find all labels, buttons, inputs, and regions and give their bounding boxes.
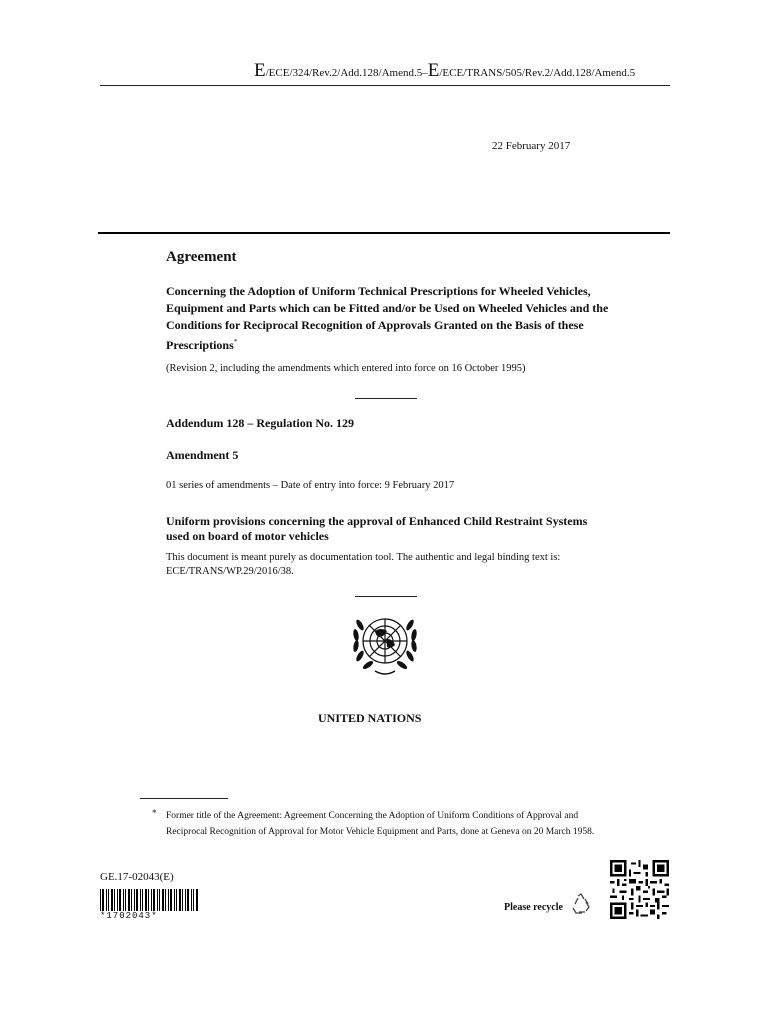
organization-name: UNITED NATIONS xyxy=(318,711,422,725)
recycle-label: Please recycle xyxy=(504,902,563,913)
qr-code-icon[interactable] xyxy=(610,860,669,919)
un-emblem-icon xyxy=(335,603,435,683)
symbol-dash: – xyxy=(422,67,428,79)
regulation-title: Uniform provisions concerning the approval of Enhanced Child Restraint Systems used on board of motor vehicles xyxy=(166,514,588,543)
barcode-icon xyxy=(100,889,198,911)
recycle-icon xyxy=(569,892,593,916)
footnote-reference[interactable]: * xyxy=(233,338,238,346)
symbol-letter-1: E xyxy=(254,60,266,81)
job-number: GE.17-02043(E) xyxy=(100,871,174,883)
barcode-text: *1702043* xyxy=(100,911,158,921)
header-rule xyxy=(100,85,670,86)
title-rule xyxy=(98,232,670,234)
addendum-heading: Addendum 128 – Regulation No. 129 xyxy=(166,416,355,430)
document-date: 22 February 2017 xyxy=(492,140,571,152)
document-symbol xyxy=(254,60,635,82)
amendment-heading: Amendment 5 xyxy=(166,448,239,462)
revision-note: (Revision 2, including the amendments which entered into force on 16 October 1995) xyxy=(166,363,526,374)
agreement-subtitle-text: Concerning the Adoption of Uniform Technical Prescriptions for Wheeled Vehicles, Equipment and Parts which can be Fitted and/or be Used on Wheeled Vehicles and the Conditions for Reciprocal Recognition of Approvals Granted on the Basis of these Prescriptions xyxy=(166,284,609,352)
footnote-mark: * xyxy=(152,808,157,818)
agreement-title: Agreement xyxy=(166,249,237,265)
series-note: 01 series of amendments – Date of entry into force: 9 February 2017 xyxy=(166,480,455,491)
separator-rule-2 xyxy=(355,596,417,597)
symbol-part-2: /ECE/TRANS/505/Rev.2/Add.128/Amend.5 xyxy=(439,67,636,79)
symbol-part-1: /ECE/324/Rev.2/Add.128/Amend.5 xyxy=(265,67,423,79)
footnote-rule xyxy=(140,798,228,799)
agreement-subtitle xyxy=(166,283,636,354)
footnote-text: Former title of the Agreement: Agreement Concerning the Adoption of Uniform Conditions of Approval and Reciprocal Recognition of Approval for Motor Vehicle Equipment and Parts, done at Geneva on 20 March 1958. xyxy=(166,811,595,837)
separator-rule xyxy=(355,398,417,399)
symbol-letter-2: E xyxy=(427,60,440,81)
documentation-note: This document is meant purely as documentation tool. The authentic and legal binding text is: ECE/TRANS/WP.29/2016/38. xyxy=(166,552,561,577)
